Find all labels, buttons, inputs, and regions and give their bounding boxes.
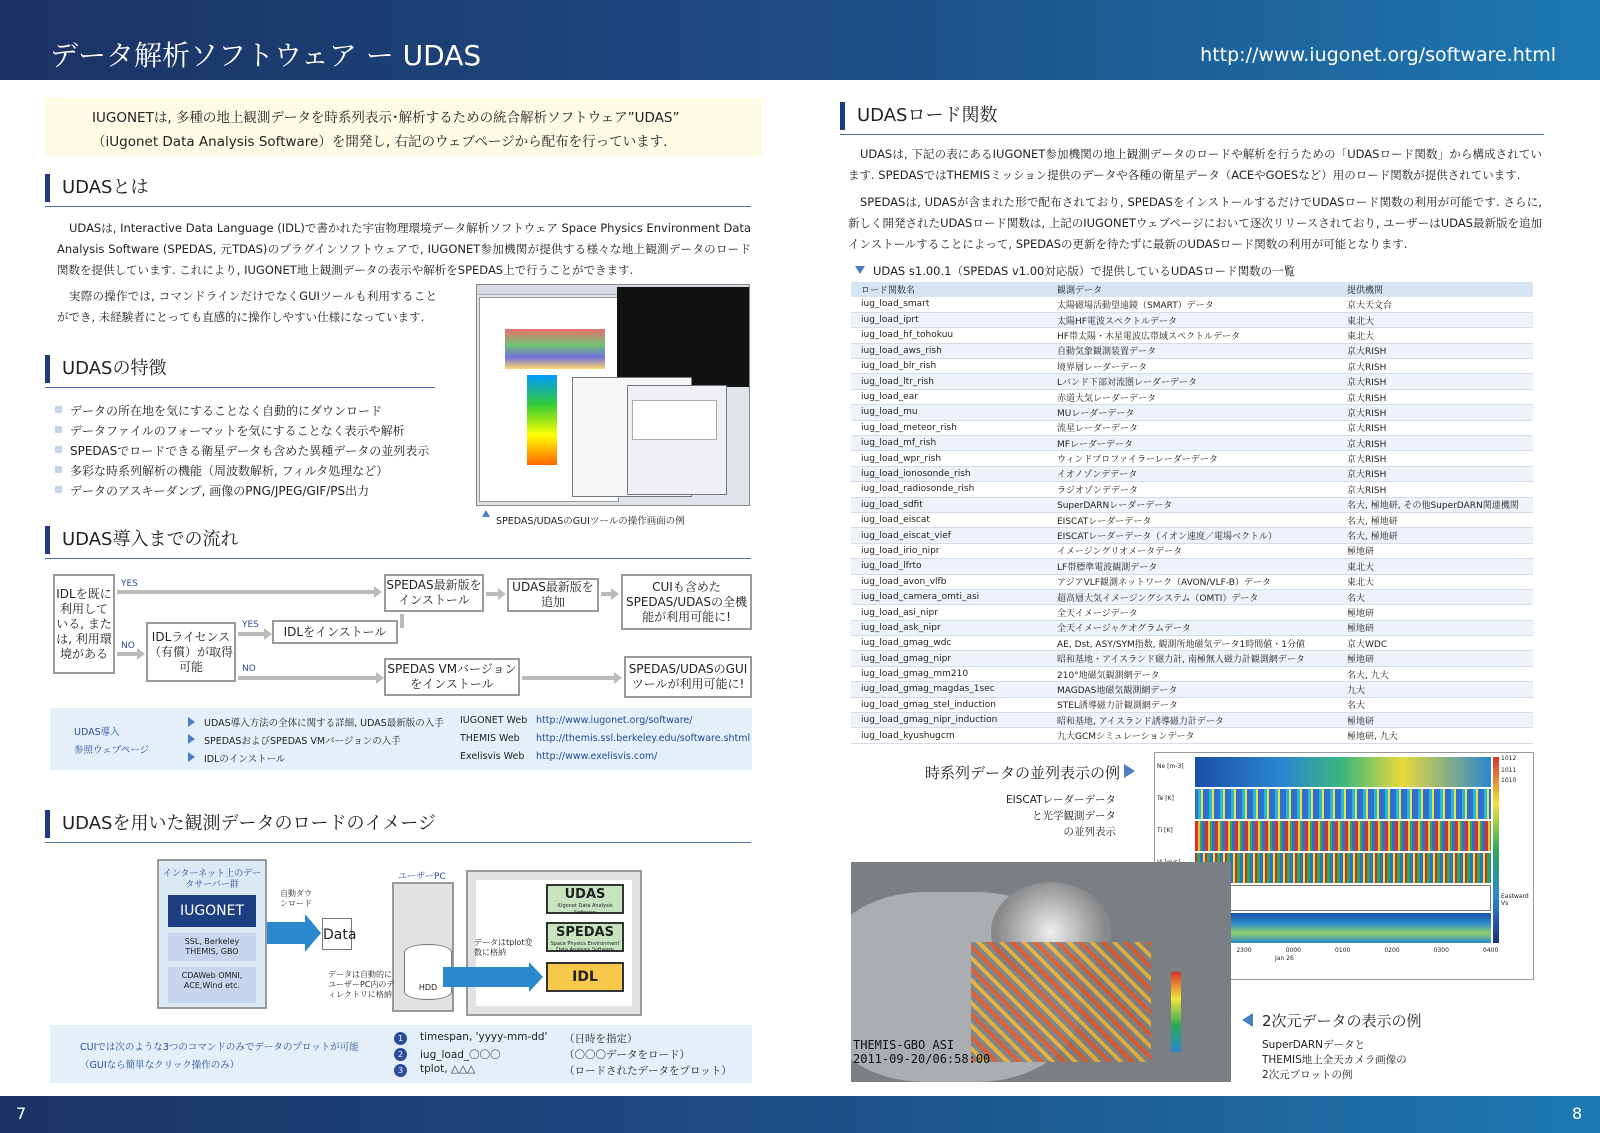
ref-site: IUGONET Web: [460, 715, 528, 726]
table-row: [851, 436, 1533, 451]
page-number-left: 7: [16, 1104, 27, 1123]
ref-label-2: 参照ウェブページ: [74, 745, 150, 756]
triangle-bullet-icon: [188, 752, 195, 762]
table-row: [851, 697, 1533, 712]
intro-line-1: IUGONETは, 多種の地上観測データを時系列表示･解析するための統合解析ソフトウェア”UDAS”: [92, 110, 680, 126]
flow-box-gui: SPEDAS/UDASのGUIツールが利用可能に!: [624, 656, 752, 698]
no-label: NO: [121, 641, 135, 651]
cmd-note: （〇〇〇データをロード）: [564, 1049, 690, 1061]
yes-label: YES: [121, 579, 138, 589]
function-name-cell: iug_load_gmag_nipr: [851, 651, 1047, 666]
table-row: [851, 559, 1533, 574]
institution-cell: 名大: [1337, 697, 1533, 712]
function-name-cell: iug_load_wpr_rish: [851, 451, 1047, 466]
section-title-flow: UDAS導入までの流れ: [45, 526, 238, 554]
x-tick-label: 0200: [1384, 947, 1400, 954]
cmd-text: tplot, △△△: [420, 1063, 476, 1075]
observation-cell: 流星レーダーデータ: [1047, 420, 1337, 435]
ref-url-link[interactable]: http://www.iugonet.org/software/: [536, 715, 693, 726]
header-url[interactable]: http://www.iugonet.org/software.html: [1200, 44, 1556, 66]
table-row: [851, 466, 1533, 481]
cmd-note: （日時を指定）: [564, 1033, 638, 1045]
hdd-label: HDD: [418, 983, 438, 992]
flow-arrowhead: [611, 588, 619, 600]
institution-cell: 極地研: [1337, 713, 1533, 728]
institution-cell: 京大RISH: [1337, 436, 1533, 451]
observation-cell: MUレーダーデータ: [1047, 405, 1337, 420]
flow-arrowhead: [137, 648, 145, 660]
table-row: [851, 482, 1533, 497]
function-name-cell: iug_load_meteor_rish: [851, 420, 1047, 435]
function-name-cell: iug_load_gmag_mm210: [851, 666, 1047, 681]
function-name-cell: iug_load_smart: [851, 297, 1047, 312]
table-row: [851, 682, 1533, 697]
column-header: 提供機関: [1337, 282, 1533, 297]
ts-desc: EISCATレーダーデータ と光学観測データ の並列表示: [1005, 794, 1116, 838]
observation-cell: AE, Dst, ASY/SYM指数, 観測所地磁気データ1時間値・1分値: [1047, 636, 1337, 651]
institution-cell: 京大RISH: [1337, 451, 1533, 466]
function-name-cell: iug_load_radiosonde_rish: [851, 482, 1047, 497]
institution-cell: 京大RISH: [1337, 359, 1533, 374]
observation-cell: 210°地磁気観測網データ: [1047, 666, 1337, 681]
what-paragraph-2: 実際の操作では, コマンドラインだけでなくGUIツールも利用することができ, 未経験者にとっても直感的に操作しやすい仕様になっています.: [57, 289, 437, 324]
observation-cell: ラジオゾンデデータ: [1047, 482, 1337, 497]
cmd-intro-2: （GUIなら簡単なクリック操作のみ）: [80, 1060, 240, 1071]
cdaweb-server: CDAWeb OMNI, ACE,Wind etc.: [168, 967, 256, 1003]
step-number-badge: 1: [394, 1032, 407, 1045]
flow-arrow: [522, 676, 616, 680]
function-name-cell: iug_load_ear: [851, 389, 1047, 404]
ref-url-link[interactable]: http://themis.ssl.berkeley.edu/software.shtml: [536, 733, 751, 744]
table-row: [851, 374, 1533, 389]
observation-cell: 境界層レーダーデータ: [1047, 359, 1337, 374]
institution-cell: 極地研: [1337, 605, 1533, 620]
column-header: ロード関数名: [851, 282, 1047, 297]
x-tick-label: 0000: [1285, 947, 1301, 954]
function-name-cell: iug_load_kyushugcm: [851, 728, 1047, 743]
x-tick-label: 0300: [1433, 947, 1449, 954]
list-item: 多彩な時系列解析の機能（周波数解析, フィルタ処理など）: [50, 461, 429, 481]
caption-down-arrow-icon: [855, 266, 865, 274]
step-number-badge: 2: [394, 1048, 407, 1061]
list-item: データの所在地を気にすることなく自動的にダウンロード: [50, 401, 429, 421]
flow-arrow: [117, 590, 376, 594]
load-function-table: [851, 282, 1533, 744]
ref-item-text: IDLのインストール: [204, 754, 286, 765]
x-tick-label: 0400: [1483, 947, 1499, 954]
page-number-right: 8: [1572, 1104, 1583, 1123]
load-arrowhead-icon: [529, 962, 543, 992]
observation-cell: EISCATレーダーデータ（イオン速度／電場ベクトル）: [1047, 528, 1337, 543]
table-row: [851, 713, 1533, 728]
section-title-image: UDASを用いた観測データのロードのイメージ: [45, 810, 436, 838]
function-name-cell: iug_load_gmag_magdas_1sec: [851, 682, 1047, 697]
observation-cell: 太陽HF電波スペクトルデータ: [1047, 312, 1337, 327]
flow-arrowhead: [376, 672, 384, 684]
table-row: [851, 574, 1533, 589]
observation-cell: 自動気象観測装置データ: [1047, 343, 1337, 358]
left-arrow-icon: [1242, 1013, 1253, 1027]
table-row: [851, 651, 1533, 666]
observation-cell: 九大GCMシミュレーションデータ: [1047, 728, 1337, 743]
institution-cell: 極地研, 九大: [1337, 728, 1533, 743]
section-title-features: UDASの特徴: [45, 355, 166, 383]
function-name-cell: iug_load_mu: [851, 405, 1047, 420]
table-row: [851, 312, 1533, 327]
what-paragraph-1: UDASは, Interactive Data Language (IDL)で書かれた宇宙物理環境データ解析ソフトウェア Space Physics Environment Data Analysis Software (SPEDAS, 元TDAS)のプラグインソフトウェアで, IUGONET参加機関が提供する様々な地上観測データのロード関数を提供しています. これにより, IUGONET地上観測データの表示や解析をSPEDAS上で行うことができます.: [57, 221, 751, 277]
list-item: データのアスキーダンプ, 画像のPNG/JPEG/GIF/PS出力: [50, 481, 429, 501]
institution-cell: 名大, 極地研, その他SuperDARN関連機関: [1337, 497, 1533, 512]
load-paragraph-1: UDASは, 下記の表にあるIUGONET参加機関の地上観測データのロードや解析を行うための「UDASロード関数」から構成されています. SPEDASではTHEMISミッション提供のデータや各種の衛星データ（ACEやGOESなど）用のロード関数が提供されています.: [848, 147, 1542, 182]
spedas-logo: SPEDAS Space Physics Environment Data Analysis Software: [546, 922, 624, 952]
institution-cell: 京大RISH: [1337, 374, 1533, 389]
function-name-cell: iug_load_ask_nipr: [851, 620, 1047, 635]
function-name-cell: iug_load_eiscat: [851, 512, 1047, 527]
flow-box-license: IDLライセンス（有償）が取得可能: [146, 622, 236, 682]
triangle-bullet-icon: [188, 734, 195, 744]
flow-arrow: [117, 652, 139, 656]
table-row: [851, 497, 1533, 512]
section-rule: [840, 134, 1544, 135]
flow-box-vm: SPEDAS VMバージョンをインストール: [384, 658, 520, 696]
observation-cell: EISCATレーダーデータ: [1047, 512, 1337, 527]
timeseries-plot: 1012 1011 1010 Eastward Vs Ne [m-3] Te [K] Ti [K] 2300 0000 0100 0200 0300 0400 Jan 26: [1154, 752, 1534, 980]
function-name-cell: iug_load_camera_omti_asi: [851, 589, 1047, 604]
observation-cell: アジアVLF観測ネットワーク（AVON/VLF-B）データ: [1047, 574, 1337, 589]
right-arrow-icon: [1124, 764, 1135, 778]
stored-note: データは自動的にユーザーPC内のディレクトリに格納: [328, 970, 395, 999]
function-name-cell: iug_load_iprt: [851, 312, 1047, 327]
column-header: 観測データ: [1047, 282, 1337, 297]
section-title-what: UDASとは: [45, 174, 148, 202]
triangle-bullet-icon: [188, 717, 195, 727]
cmd-intro-1: CUIでは次のような3つのコマンドのみでデータのプロットが可能: [80, 1042, 359, 1053]
reference-box: [50, 708, 752, 770]
table-row: [851, 405, 1533, 420]
function-name-cell: iug_load_ltr_rish: [851, 374, 1047, 389]
table-row: [851, 359, 1533, 374]
no-label: NO: [242, 664, 256, 674]
function-name-cell: iug_load_gmag_stel_induction: [851, 697, 1047, 712]
udas-logo: UDAS iUgonet Data Analysis Software: [546, 884, 624, 914]
table-header-row: [851, 282, 1533, 297]
institution-cell: 京大RISH: [1337, 482, 1533, 497]
table-row: [851, 451, 1533, 466]
user-pc-label: ユーザーPC: [398, 872, 446, 882]
observation-cell: 昭和基地・アイスランド磁力計, 南極無人磁力計観測網データ: [1047, 651, 1337, 666]
ts-example-title: 時系列データの並列表示の例: [925, 764, 1121, 782]
table-row: [851, 328, 1533, 343]
download-arrow-icon: [267, 922, 307, 944]
table-row: [851, 666, 1533, 681]
cmd-text: timespan, 'yyyy-mm-dd': [420, 1031, 548, 1043]
institution-cell: 京大RISH: [1337, 343, 1533, 358]
flow-arrowhead: [614, 672, 622, 684]
institution-cell: 東北大: [1337, 312, 1533, 327]
page-footer: [0, 1096, 1600, 1133]
intro-box: [45, 98, 763, 156]
function-name-cell: iug_load_aws_rish: [851, 343, 1047, 358]
table-row: [851, 620, 1533, 635]
function-name-cell: iug_load_avon_vlfb: [851, 574, 1047, 589]
function-name-cell: iug_load_blr_rish: [851, 359, 1047, 374]
observation-cell: 赤道大気レーダーデータ: [1047, 389, 1337, 404]
section-rule: [45, 842, 751, 843]
x-tick-label: 0100: [1335, 947, 1351, 954]
table-row: [851, 297, 1533, 312]
flow-arrowhead: [264, 628, 272, 640]
table-row: [851, 589, 1533, 604]
observation-cell: LF帯標準電波観測データ: [1047, 559, 1337, 574]
data-file-icon: Data: [322, 918, 352, 950]
observation-cell: STEL誘導磁力計観測網データ: [1047, 697, 1337, 712]
superdarn-map-image: [851, 862, 1231, 1082]
ref-url-link[interactable]: http://www.exelisvis.com/: [536, 751, 658, 762]
table-row: [851, 343, 1533, 358]
x-tick-label: 2300: [1236, 947, 1252, 954]
flow-arrow: [238, 632, 266, 636]
yes-label: YES: [242, 620, 259, 630]
section-rule: [45, 387, 435, 388]
function-name-cell: iug_load_ionosonde_rish: [851, 466, 1047, 481]
cmd-note: （ロードされたデータをプロット）: [564, 1065, 732, 1077]
tplot-note: データはtplot変数に格納: [474, 938, 533, 957]
institution-cell: 九大: [1337, 682, 1533, 697]
flow-box-full: CUIも含めたSPEDAS/UDASの全機能が利用可能に!: [621, 574, 752, 630]
table-row: [851, 543, 1533, 558]
institution-cell: 名大, 九大: [1337, 666, 1533, 681]
section-title-load: UDASロード関数: [840, 102, 997, 130]
idl-logo: IDL: [546, 962, 624, 992]
table-row: [851, 512, 1533, 527]
institution-cell: 東北大: [1337, 328, 1533, 343]
flow-box-spedas: SPEDAS最新版をインストール: [384, 574, 484, 612]
flow-arrowhead: [374, 586, 382, 598]
intro-line-2: （iUgonet Data Analysis Software）を開発し, 右記のウェブページから配布を行っています.: [92, 134, 668, 150]
observation-cell: HF帯太陽・木星電波広帯域スペクトルデータ: [1047, 328, 1337, 343]
map-stamp-1: THEMIS-GBO ASI: [853, 1038, 955, 1052]
function-name-cell: iug_load_asi_nipr: [851, 605, 1047, 620]
ref-site: THEMIS Web: [460, 733, 520, 744]
step-number-badge: 3: [394, 1064, 407, 1077]
table-row: [851, 605, 1533, 620]
server-title: インターネット上のデータサーバー群: [162, 869, 262, 890]
section-rule: [45, 206, 751, 207]
institution-cell: 極地研: [1337, 620, 1533, 635]
ssl-server: SSL, Berkeley THEMIS, GBO: [168, 933, 256, 961]
map-desc: SuperDARNデータと THEMIS地上全天カメラ画像の 2次元プロットの例: [1262, 1039, 1407, 1081]
download-arrowhead-icon: [305, 914, 321, 952]
function-name-cell: iug_load_lfrto: [851, 559, 1047, 574]
institution-cell: 京大RISH: [1337, 405, 1533, 420]
institution-cell: 東北大: [1337, 559, 1533, 574]
section-rule: [45, 558, 751, 559]
caption-up-arrow-icon: [482, 510, 490, 517]
page-title: データ解析ソフトウェア ー UDAS: [50, 39, 482, 72]
function-name-cell: iug_load_mf_rish: [851, 436, 1047, 451]
observation-cell: 昭和基地, アイスランド誘導磁力計データ: [1047, 713, 1337, 728]
ref-item-text: UDAS導入方法の全体に関する詳細, UDAS最新版の入手: [204, 718, 444, 729]
observation-cell: 超高層大気イメージングシステム（OMTI）データ: [1047, 589, 1337, 604]
observation-cell: Lバンド下部対流圏レーダーデータ: [1047, 374, 1337, 389]
observation-cell: 太陽磁場活動望遠鏡（SMART）データ: [1047, 297, 1337, 312]
observation-cell: 全天イメージデータ: [1047, 605, 1337, 620]
iugonet-logo: IUGONET: [168, 895, 256, 927]
table-row: [851, 528, 1533, 543]
flow-box-start: IDLを既に利用している, または, 利用環境がある: [53, 574, 115, 674]
flow-arrowhead: [498, 588, 506, 600]
load-arrow-icon: [443, 967, 531, 987]
institution-cell: 京大RISH: [1337, 389, 1533, 404]
observation-cell: イオノゾンデデータ: [1047, 466, 1337, 481]
function-name-cell: iug_load_gmag_wdc: [851, 636, 1047, 651]
screenshot-caption: SPEDAS/UDASのGUIツールの操作画面の例: [496, 516, 685, 527]
cmd-text: iug_load_〇〇〇: [420, 1049, 501, 1061]
institution-cell: 名大, 極地研: [1337, 528, 1533, 543]
institution-cell: 極地研: [1337, 543, 1533, 558]
gui-screenshot: [476, 284, 750, 506]
table-row: [851, 636, 1533, 651]
feature-list: [50, 401, 429, 501]
institution-cell: 名大: [1337, 589, 1533, 604]
observation-cell: MAGDAS地磁気観測網データ: [1047, 682, 1337, 697]
data-server-box: [157, 859, 267, 1009]
ref-site: Exelisvis Web: [460, 751, 525, 762]
institution-cell: 名大, 極地研: [1337, 512, 1533, 527]
institution-cell: 極地研: [1337, 651, 1533, 666]
list-item: データファイルのフォーマットを気にすることなく表示や解析: [50, 421, 429, 441]
command-box: [50, 1025, 752, 1083]
load-paragraph-2: SPEDASは, UDASが含まれた形で配布されており, SPEDASをインストールするだけでUDASロード関数の利用が可能です. さらに, 新しく開発されたUDASロード関数は, 上記のIUGONETウェブページにおいて逐次リリースされており, ユーザーはUDAS最新版を追加インストールすることによって, SPEDASの更新を待たずに最新のUDASロード関数の利用が可能となります.: [848, 195, 1542, 251]
function-name-cell: iug_load_irio_nipr: [851, 543, 1047, 558]
flow-arrow: [238, 676, 378, 680]
function-name-cell: iug_load_gmag_nipr_induction: [851, 713, 1047, 728]
observation-cell: 全天イメージャケオグラムデータ: [1047, 620, 1337, 635]
table-row: [851, 389, 1533, 404]
map-example-title: 2次元データの表示の例: [1262, 1012, 1422, 1030]
table-row: [851, 420, 1533, 435]
flow-arrow: [400, 614, 404, 628]
function-name-cell: iug_load_sdfit: [851, 497, 1047, 512]
auto-download-label: 自動ダウンロード: [280, 889, 312, 908]
ref-item-text: SPEDASおよびSPEDAS VMバージョンの入手: [204, 736, 401, 747]
map-stamp-2: 2011-09-20/06:58:00: [853, 1052, 991, 1066]
observation-cell: ウィンドプロファイラーレーダーデータ: [1047, 451, 1337, 466]
institution-cell: 京大WDC: [1337, 636, 1533, 651]
function-name-cell: iug_load_eiscat_vief: [851, 528, 1047, 543]
institution-cell: 京大RISH: [1337, 420, 1533, 435]
ref-label-1: UDAS導入: [74, 727, 120, 738]
observation-cell: イメージングリオメータデータ: [1047, 543, 1337, 558]
table-caption: UDAS s1.00.1（SPEDAS v1.00対応版）で提供しているUDASロード関数の一覧: [873, 264, 1296, 278]
list-item: SPEDASでロードできる衛星データも含めた異種データの並列表示: [50, 441, 429, 461]
flow-box-udas: UDAS最新版を追加: [507, 578, 599, 612]
function-name-cell: iug_load_hf_tohokuu: [851, 328, 1047, 343]
institution-cell: 京大天文台: [1337, 297, 1533, 312]
institution-cell: 京大RISH: [1337, 466, 1533, 481]
table-row: [851, 728, 1533, 743]
observation-cell: SuperDARNレーダーデータ: [1047, 497, 1337, 512]
flow-box-install-idl: IDLをインストール: [272, 620, 398, 644]
institution-cell: 東北大: [1337, 574, 1533, 589]
observation-cell: MFレーダーデータ: [1047, 436, 1337, 451]
